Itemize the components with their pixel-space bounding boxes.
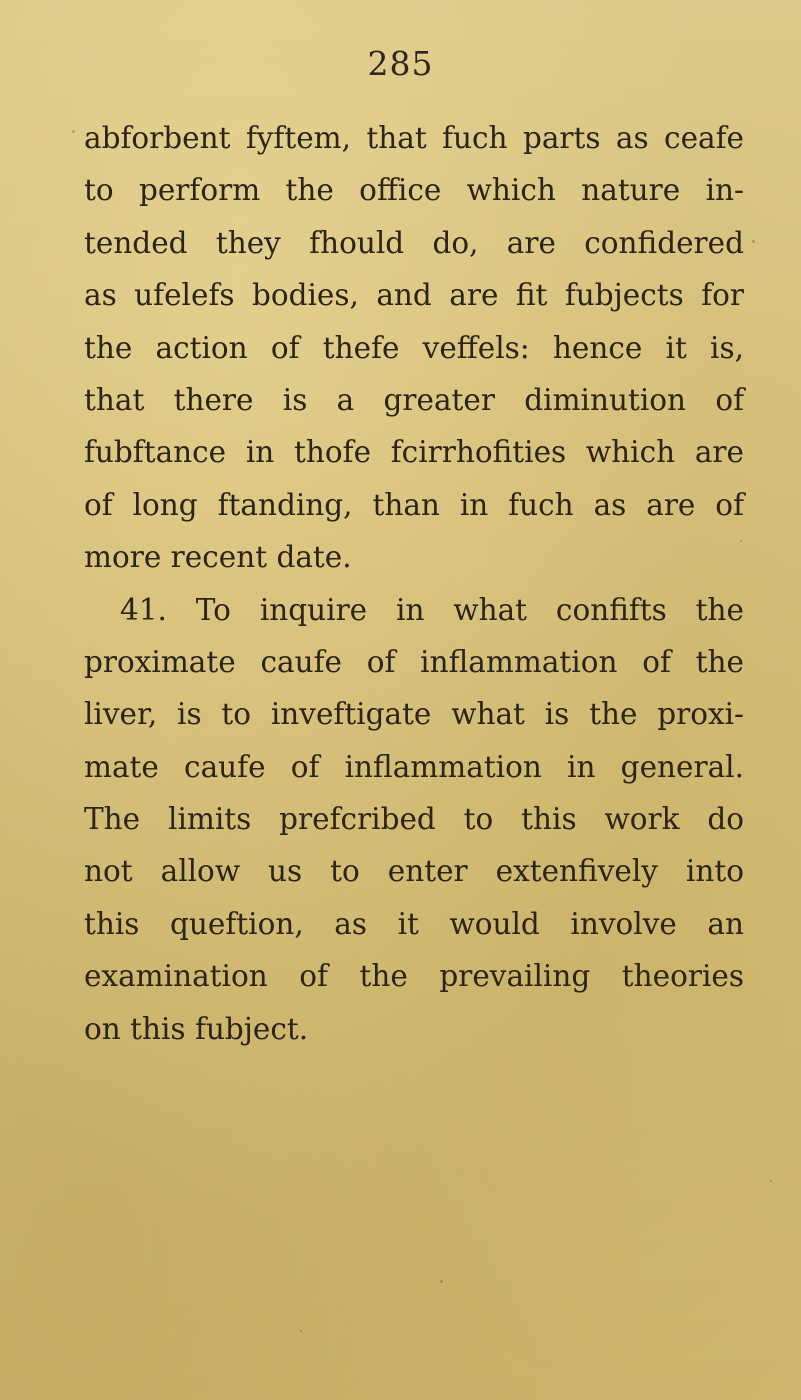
- text-line: on this fubject.: [84, 1011, 309, 1046]
- text-line: the action of thefe veffels: hence it is,: [84, 330, 744, 365]
- text-line: liver, is to inveftigate what is the proxi-: [84, 697, 744, 732]
- paragraph-1: [84, 112, 744, 584]
- body-text: [84, 112, 744, 1055]
- paper-speck: [440, 1280, 443, 1283]
- text-line: this queftion, as it would involve an: [84, 906, 744, 941]
- paper-speck: [72, 130, 75, 133]
- text-line: as ufelefs bodies, and are fit fubjects for: [84, 278, 744, 313]
- text-line: tended they fhould do, are confidered: [84, 225, 744, 260]
- paper-speck: [770, 1180, 772, 1182]
- text-line: mate caufe of inflammation in general.: [84, 749, 744, 784]
- paper-speck: [752, 240, 755, 243]
- paper-speck: [740, 540, 742, 542]
- text-line: not allow us to enter extenfively into: [84, 854, 744, 889]
- text-line: abforbent fyftem, that fuch parts as ceafe: [84, 121, 744, 155]
- text-line: more recent date.: [84, 540, 352, 575]
- text-line: examination of the prevailing theories: [84, 959, 744, 994]
- text-line: that there is a greater diminution of: [84, 382, 744, 417]
- text-line: 41. To inquire in what confifts the: [120, 592, 744, 627]
- page-number: 285: [367, 44, 434, 83]
- paragraph-2: [84, 584, 744, 1056]
- text-line: proximate caufe of inflammation of the: [84, 644, 744, 679]
- text-line: to perform the office which nature in-: [84, 173, 744, 208]
- paper-speck: [300, 1330, 302, 1332]
- text-line: The limits prefcribed to this work do: [84, 802, 744, 837]
- text-line: fubftance in thofe fcirrhofities which are: [84, 435, 744, 470]
- text-line: of long ftanding, than in fuch as are of: [84, 487, 744, 522]
